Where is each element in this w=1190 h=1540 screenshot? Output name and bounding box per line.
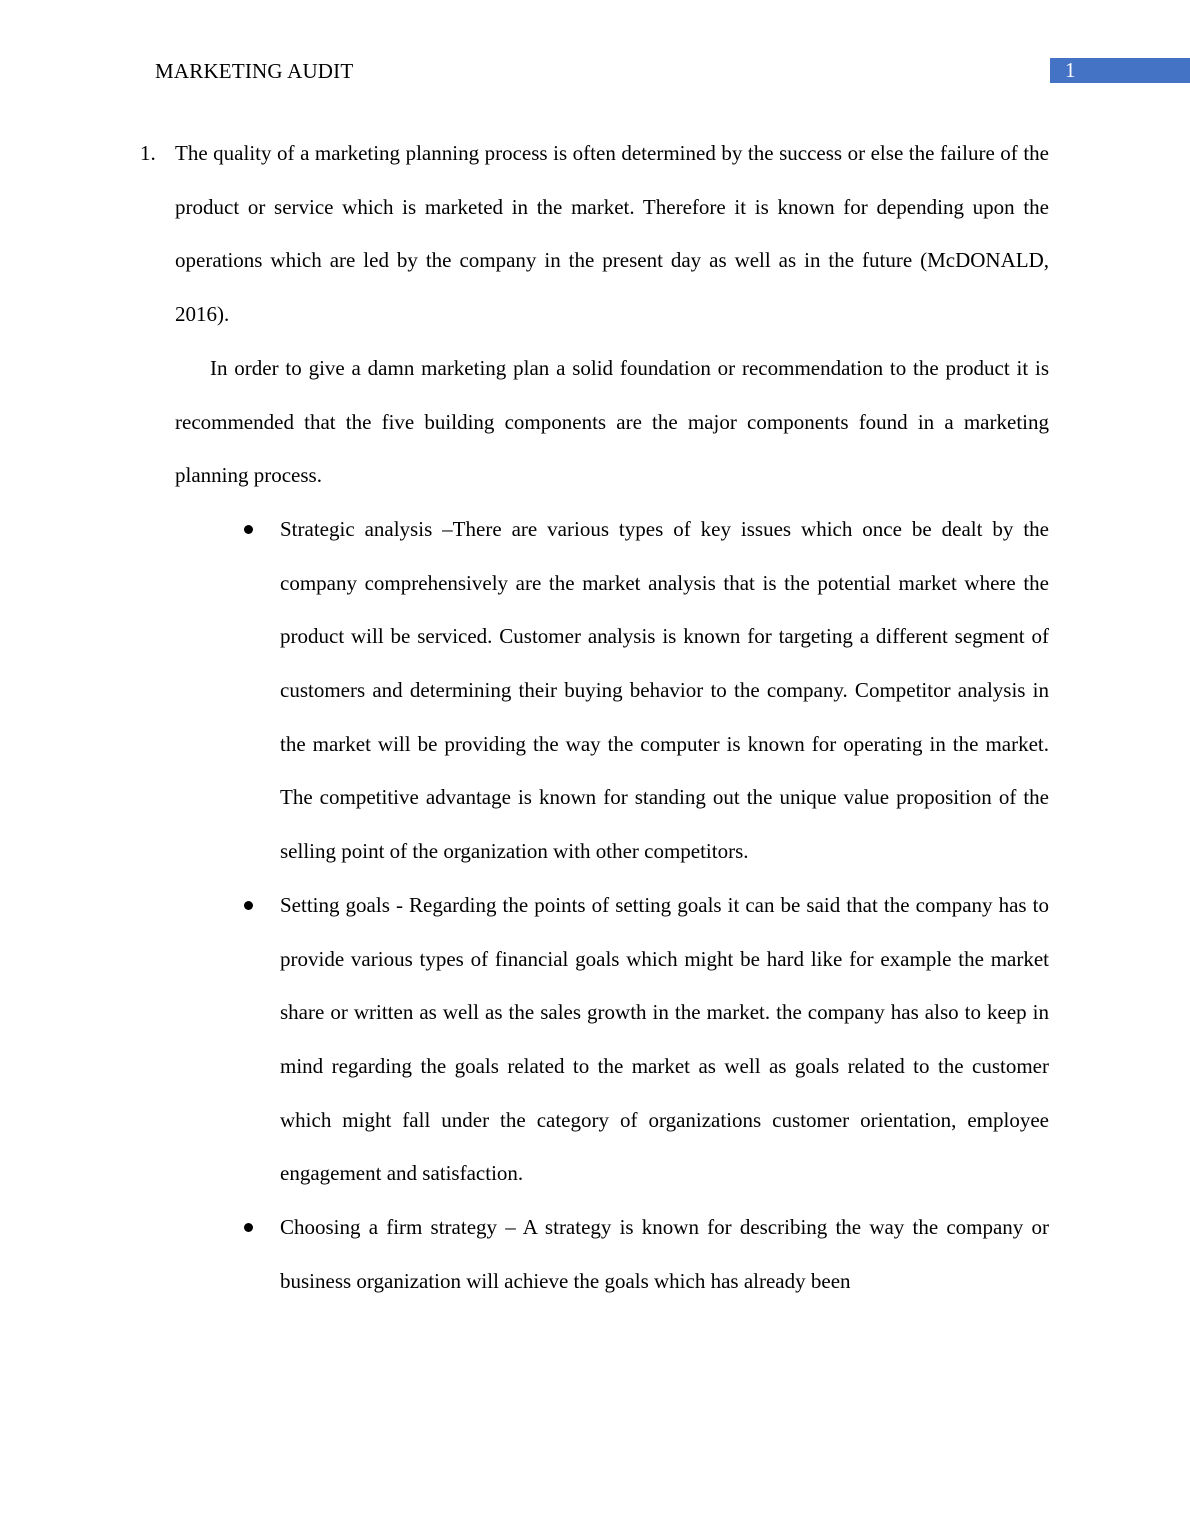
list-number: 1. (140, 141, 156, 165)
document-header-title: MARKETING AUDIT (155, 59, 354, 83)
bullet-icon (244, 1223, 253, 1232)
page-number-badge (1050, 58, 1190, 83)
bullet-item-setting-goals (280, 879, 1049, 1201)
bullet-icon (244, 525, 253, 534)
bullet-item-strategic-analysis (280, 503, 1049, 879)
intro-paragraph: In order to give a damn marketing plan a solid foundation or recommendation to the product it is recommended that the five building components are the major components found in a marketing planning process. (175, 355, 1049, 488)
document-body (140, 127, 1049, 1308)
bullet-text: Setting goals - Regarding the points of setting goals it can be said that the company has to provide various types of financial goals which might be hard like for example the market share or written as well as the sales growth in the market. the company has also to keep in mind regarding the goals related to the market as well as goals related to the customer which might fall under the category of organizations customer orientation, employee engagement and satisfaction. (280, 892, 1049, 1186)
bullet-icon (244, 901, 253, 910)
numbered-paragraph: The quality of a marketing planning process is often determined by the success or else the failure of the product or service which is marketed in the market. Therefore it is known for depending upon the operations which are led by the company in the present day as well as in the future (McDONALD, 2016). (175, 141, 1049, 327)
page-number: 1 (1065, 58, 1076, 82)
bullet-text: Strategic analysis –There are various types of key issues which once be dealt by the company comprehensively are the market analysis that is the potential market where the product will be serviced. Customer analysis is known for targeting a different segment of customers and determining their buying behavior to the company. Competitor analysis in the market will be providing the way the computer is known for operating in the market. The competitive advantage is known for standing out the unique value proposition of the selling point of the organization with other competitors. (280, 516, 1049, 864)
bullet-item-choosing-strategy (280, 1201, 1049, 1308)
bullet-text: Choosing a firm strategy – A strategy is known for describing the way the company or business organization will achieve the goals which has already been (280, 1215, 1049, 1293)
bullet-list (140, 503, 1049, 1309)
